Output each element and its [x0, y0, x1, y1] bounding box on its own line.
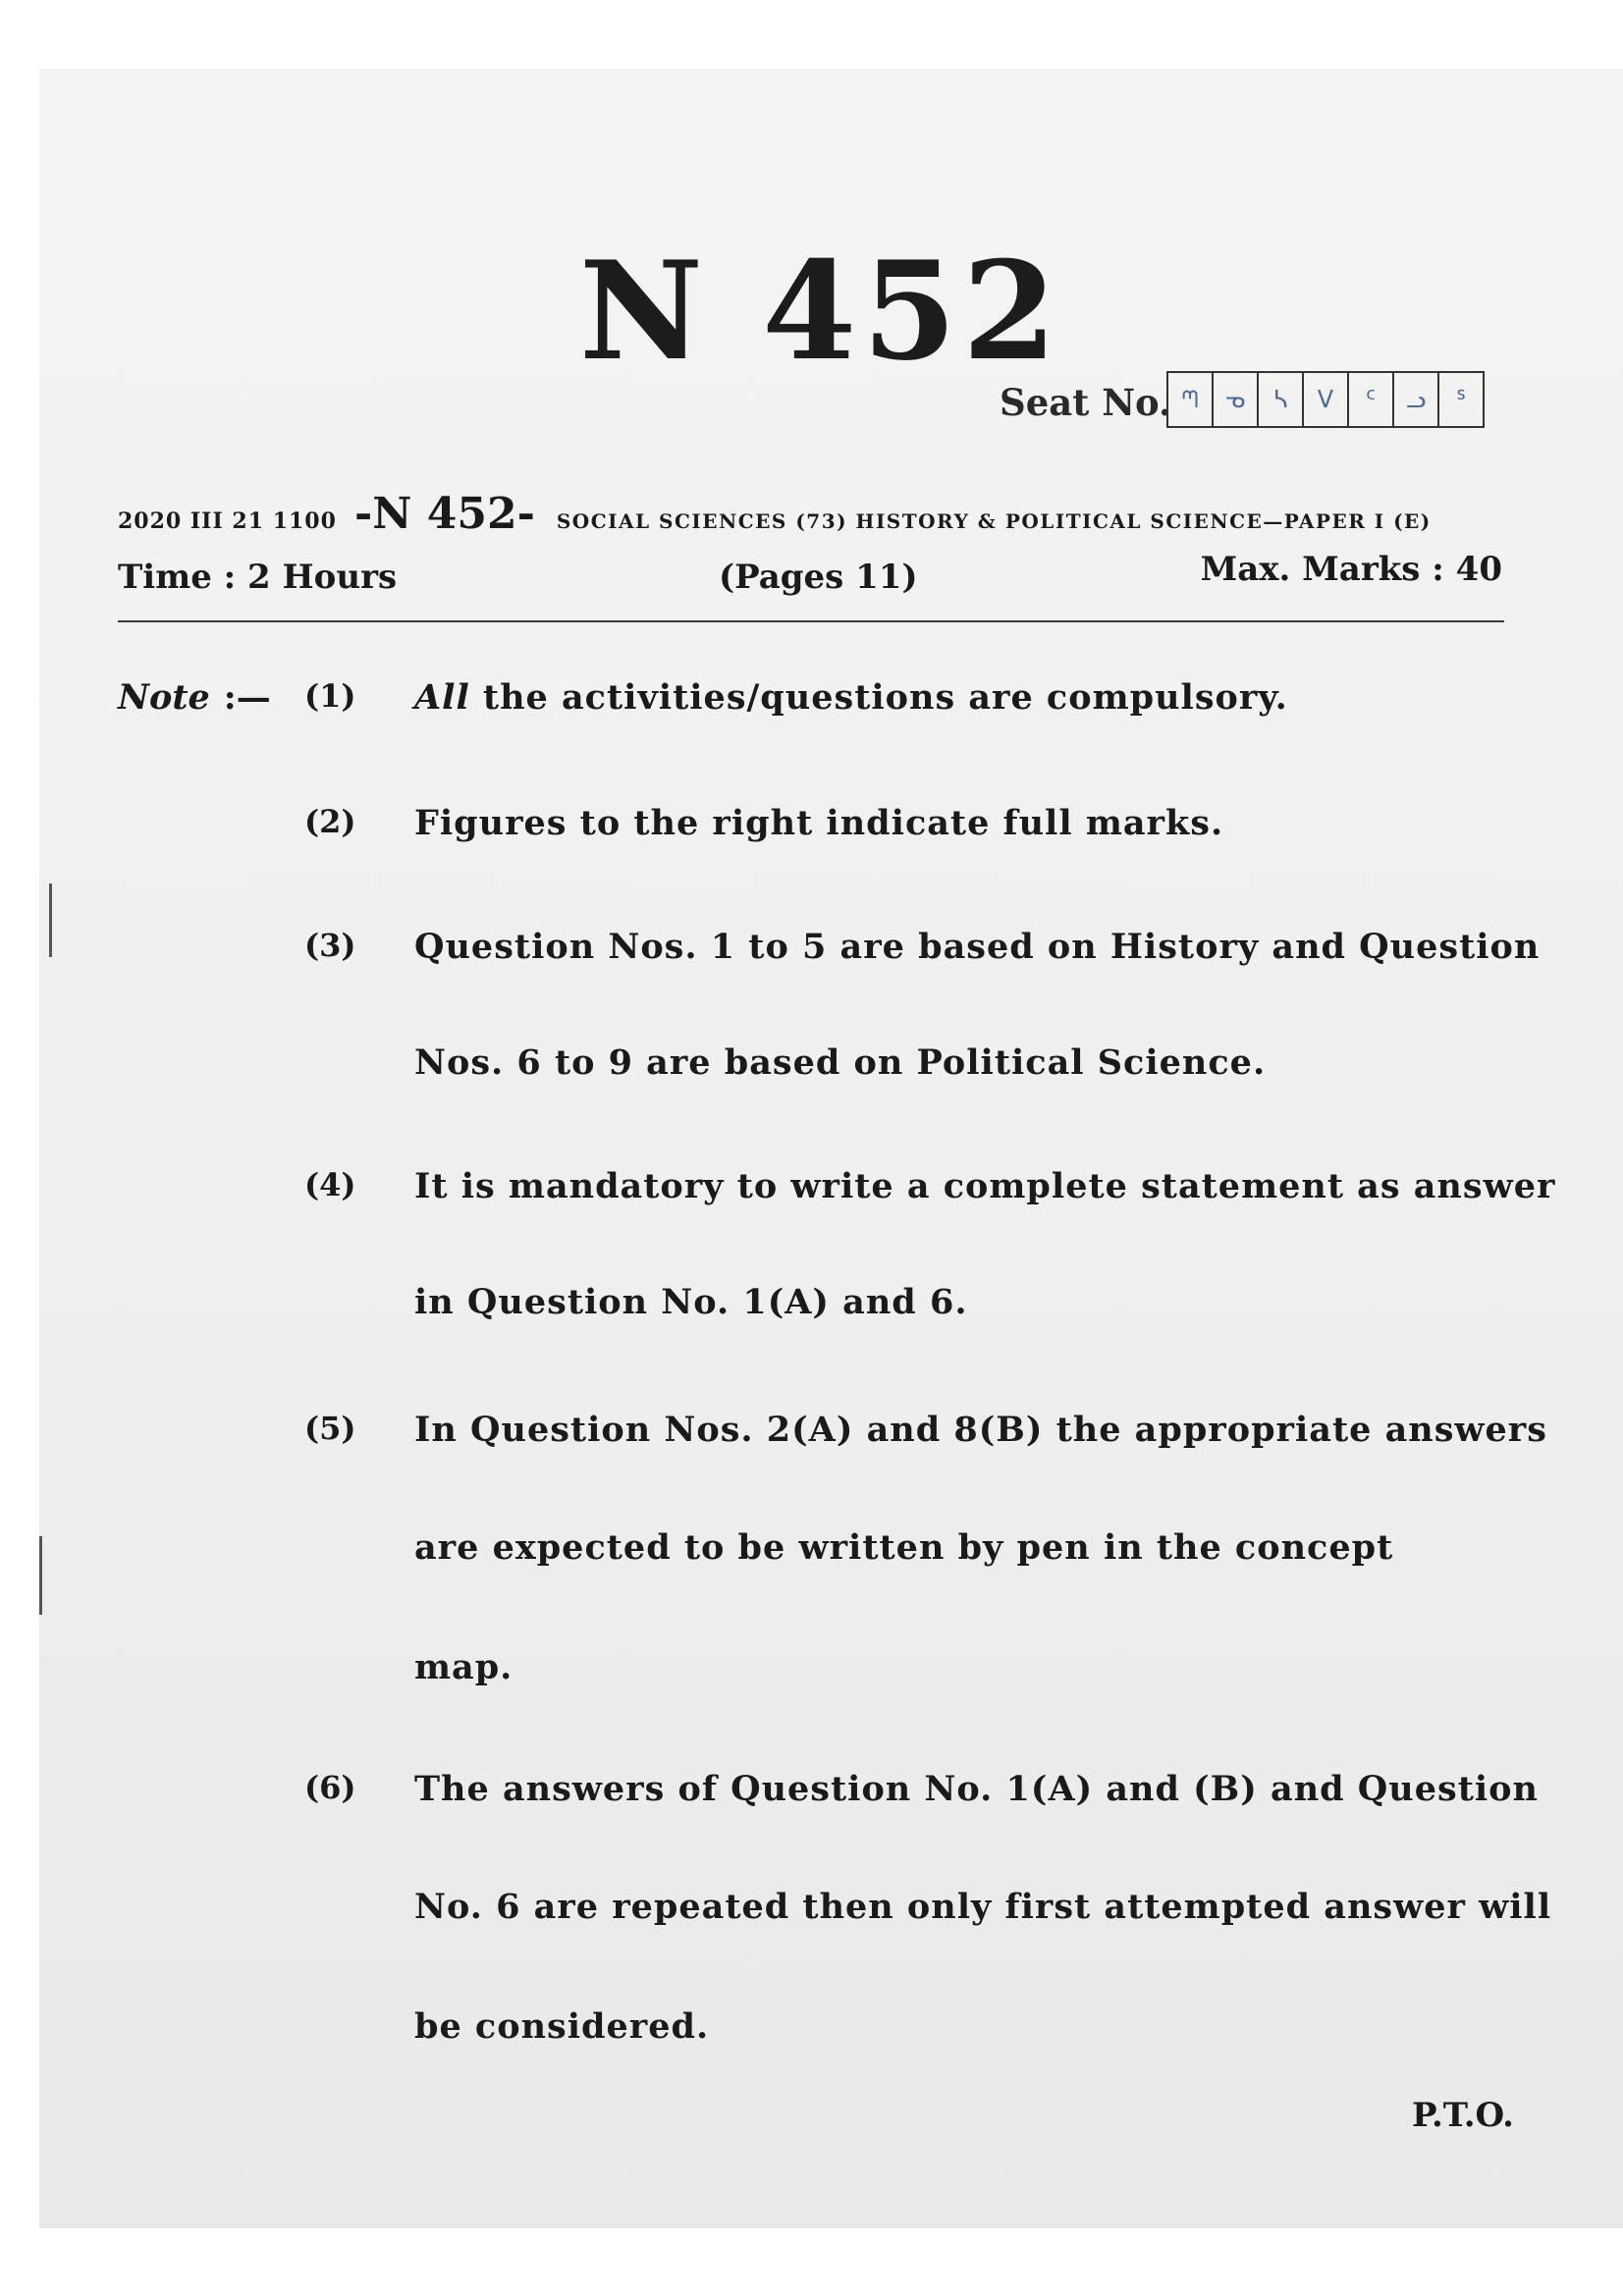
seat-number-boxes: [1166, 371, 1485, 428]
seat-number-label: Seat No.: [1000, 381, 1171, 424]
margin-mark: [39, 1536, 42, 1615]
note-item-line: The answers of Question No. 1(A) and (B) and Question: [414, 1769, 1539, 1809]
note-item-line: Figures to the right indicate full marks.: [414, 803, 1224, 843]
note-item-line: In Question Nos. 2(A) and 8(B) the appropriate answers: [414, 1410, 1547, 1450]
note-item-line: in Question No. 1(A) and 6.: [414, 1282, 968, 1322]
note-item-line: Nos. 6 to 9 are based on Political Science.: [414, 1042, 1267, 1083]
header-divider: [118, 620, 1504, 622]
exam-code-prefix: 2020 III 21 1100: [118, 508, 337, 534]
exam-subject: SOCIAL SCIENCES (73) HISTORY & POLITICAL SCIENCE—PAPER I (E): [556, 509, 1432, 533]
note-item-number: (2): [304, 803, 356, 840]
note-item-line: map.: [414, 1647, 514, 1687]
note-item-line: Question Nos. 1 to 5 are based on History and Question: [414, 927, 1541, 967]
seat-digit: ᘉ: [1168, 373, 1214, 426]
seat-digit: ᓴ: [1259, 373, 1304, 426]
note-item-number: (5): [304, 1410, 356, 1447]
exam-max-marks: Max. Marks : 40: [1200, 550, 1502, 589]
paper-code: N 452: [579, 231, 1063, 391]
note-item-line: be considered.: [414, 2006, 710, 2047]
exam-time: Time : 2 Hours: [118, 558, 398, 597]
please-turn-over: P.T.O.: [1412, 2096, 1514, 2135]
note-item-line: It is mandatory to write a complete statement as answer: [414, 1166, 1556, 1206]
note-item-number: (6): [304, 1769, 356, 1806]
exam-subheader: [118, 489, 1502, 539]
note-item-number: (3): [304, 927, 356, 964]
note-item-line: No. 6 are repeated then only first attempted answer will: [414, 1887, 1552, 1927]
note-item-line: are expected to be written by pen in the concept: [414, 1527, 1394, 1568]
exam-pages: (Pages 11): [719, 558, 918, 597]
note-item-number: (4): [304, 1166, 356, 1203]
seat-digit: ᐯ: [1304, 373, 1349, 426]
exam-code: -N 452-: [353, 489, 535, 539]
note-item-number: (1): [304, 677, 356, 715]
margin-mark: [49, 883, 52, 957]
seat-digit: ᑦ: [1349, 373, 1394, 426]
note-item-line: All the activities/questions are compulsory.: [414, 677, 1288, 718]
seat-digit: ᓗ: [1394, 373, 1439, 426]
seat-digit: ᓀ: [1214, 373, 1259, 426]
seat-digit: ᔆ: [1455, 386, 1467, 413]
note-label: Note :—: [118, 677, 271, 718]
